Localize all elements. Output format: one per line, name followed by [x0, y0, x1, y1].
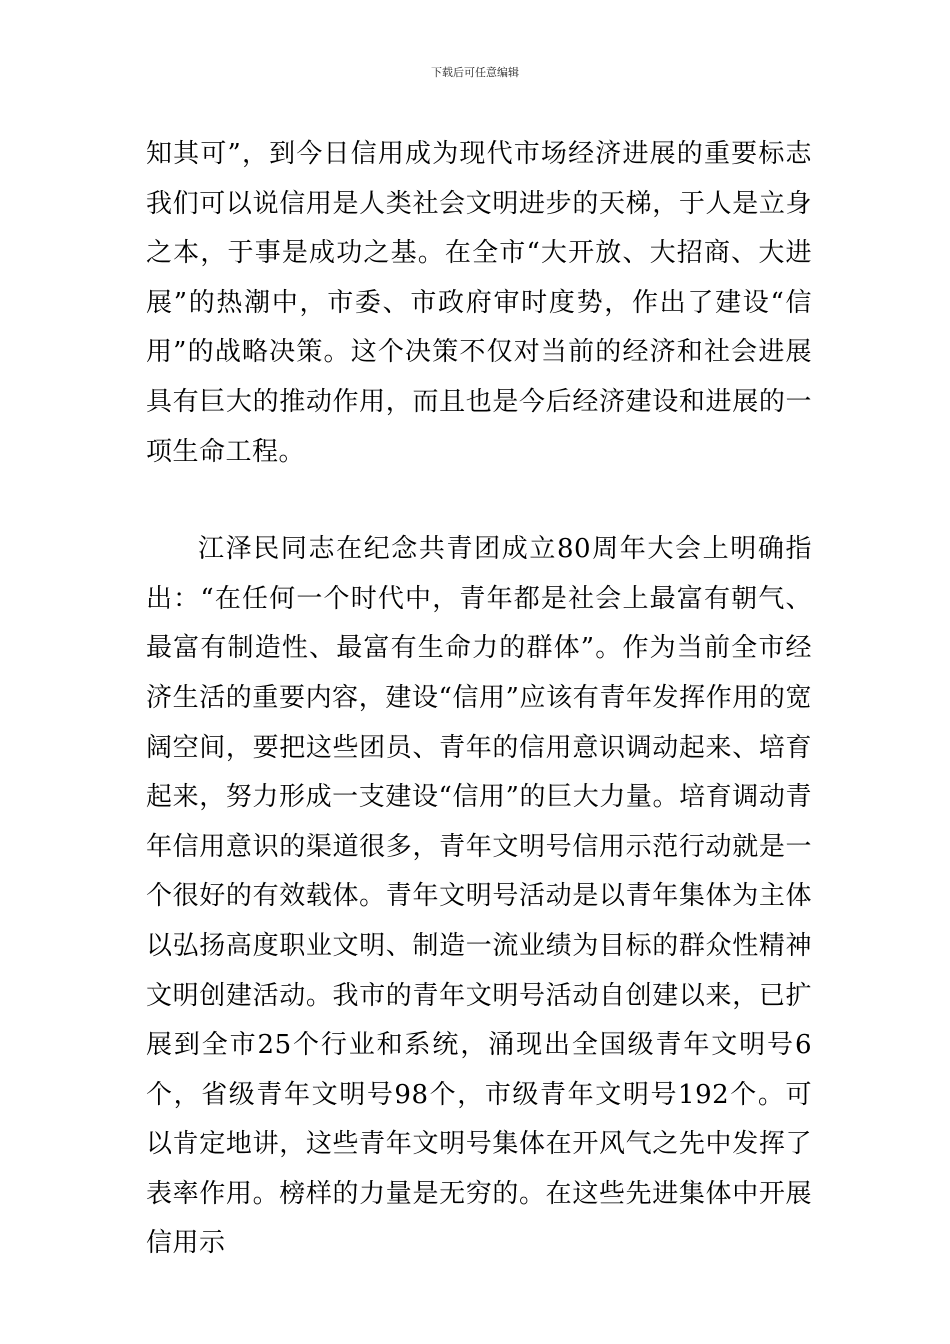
document-body	[146, 130, 812, 1269]
page-header: 下载后可任意编辑	[431, 66, 519, 79]
paragraph-1: 知其可”，到今日信用成为现代市场经济进展的重要标志我们可以说信用是人类社会文明进步的天梯，于人是立身之本，于事是成功之基。在全市“大开放、大招商、大进展”的热潮中，市委、市政府审时度势，作出了建设“信用”的战略决策。这个决策不仅对当前的经济和社会进展具有巨大的推动作用，而且也是今后经济建设和进展的一项生命工程。	[146, 139, 812, 467]
paragraph-2: 江泽民同志在纪念共青团成立80周年大会上明确指出：“在任何一个时代中，青年都是社会上最富有朝气、最富有制造性、最富有生命力的群体”。作为当前全市经济生活的重要内容，建设“信用”应该有青年发挥作用的宽阔空间，要把这些团员、青年的信用意识调动起来、培育起来，努力形成一支建设“信用”的巨大力量。培育调动青年信用意识的渠道很多，青年文明号信用示范行动就是一个很好的有效载体。青年文明号活动是以青年集体为主体以弘扬高度职业文明、制造一流业绩为目标的群众性精神文明创建活动。我市的青年文明号活动自创建以来，已扩展到全市25个行业和系统，涌现出全国级青年文明号6个，省级青年文明号98个，市级青年文明号192个。可以肯定地讲，这些青年文明号集体在开风气之先中发挥了表率作用。榜样的力量是无穷的。在这些先进集体中开展信用示	[146, 534, 812, 1259]
